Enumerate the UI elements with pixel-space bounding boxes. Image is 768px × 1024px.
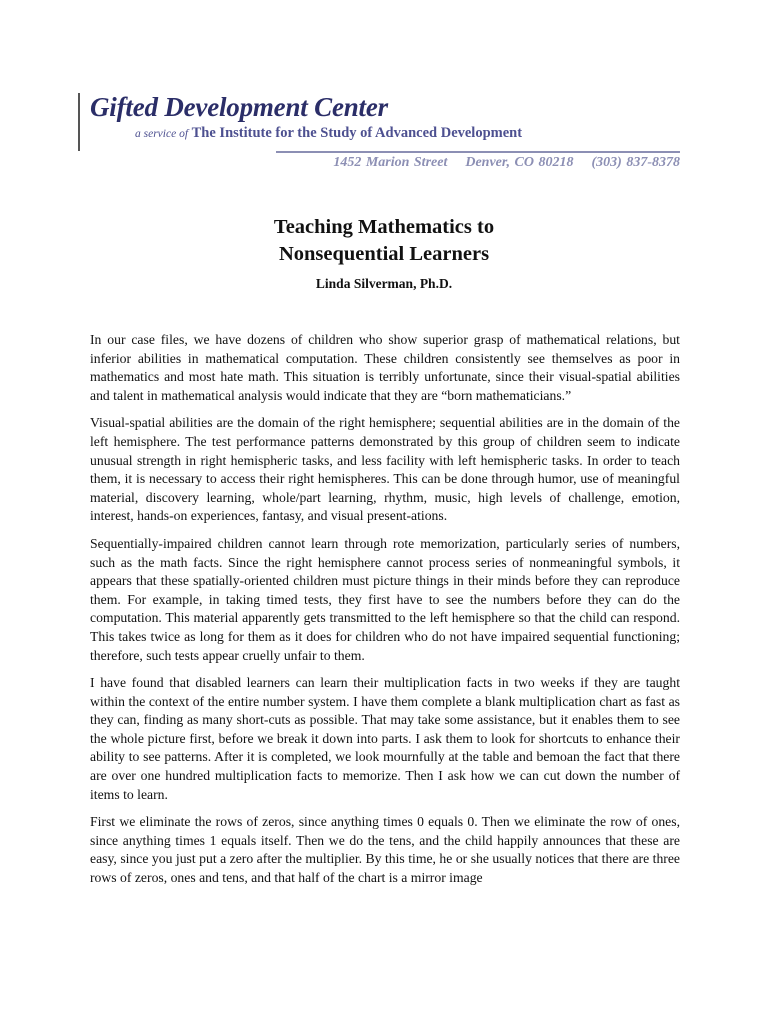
document-title (0, 214, 768, 268)
institute-name: The Institute for the Study of Advanced Development (191, 125, 523, 141)
paragraph: Visual-spatial abilities are the domain of the right hemisphere; sequential abilities are in the domain of the left hemisphere. The test performance patterns demonstrated by this group of children seem to indicate unusual strength in right hemispheric tasks, and less facility with left hemispheric tasks. In order to teach them, it is necessary to access their right hemispheres. This can be done through humor, use of meaningful material, discovery learning, whole/part learning, rhythm, music, high levels of challenge, emotion, interest, hands-on experiences, fantasy, and visual present-ations. (90, 415, 680, 524)
article-body (90, 331, 680, 897)
author-name: Linda Silverman, Ph.D. (315, 276, 453, 291)
title-line-1: Teaching Mathematics to (273, 216, 495, 238)
letterhead-vertical-bar (78, 93, 80, 151)
letterhead-rule (276, 151, 680, 153)
address-line: 1452 Marion Street Denver, CO 80218 (303) 837-8378 (333, 155, 680, 170)
organization-name: Gifted Development Center (90, 92, 388, 122)
paragraph: First we eliminate the rows of zeros, since anything times 0 equals 0. Then we eliminate the row of ones, since anything times 1 equals itself. Then we do the tens, and the child happily announces that these are easy, since you just put a zero after the multiplier. By this time, he or she usually notices that there are three rows of zeros, ones and tens, and that half of the chart is a mirror image (90, 814, 680, 886)
title-line-2: Nonsequential Learners (278, 243, 490, 265)
service-prefix: a service of (135, 128, 189, 140)
paragraph: I have found that disabled learners can learn their multiplication facts in two weeks if they are taught within the context of the entire number system. I have them complete a blank multiplication chart as fast as they can, finding as many short-cuts as possible. That may take some assistance, but it enables them to see the whole picture first, before we break it down into parts. I ask them to look for shortcuts to enhance their ability to see patterns. After it is completed, we look mournfully at the table and bemoan the fact that there are over one hundred multiplication facts to memorize. Then I ask how we can cut down the number of items to learn. (90, 675, 680, 802)
paragraph: In our case files, we have dozens of children who show superior grasp of mathematical relations, but inferior abilities in mathematical computation. These children consistently see themselves as poor in mathematics and most hate math. This situation is terribly unfortunate, since their visual-spatial abilities and talent in mathematical analysis would indicate that they are “born mathematicians.” (90, 332, 680, 403)
service-tagline (135, 125, 522, 142)
paragraph: Sequentially-impaired children cannot learn through rote memorization, particularly series of numbers, such as the math facts. Since the right hemisphere cannot process series of nonmeaningful symbols, it appears that these spatially-oriented children must picture things in their minds before they can reproduce them. For example, in taking timed tests, they first have to see the numbers before they can do the computation. This material apparently gets transmitted to the left hemisphere so that the child can respond. This takes twice as long for them as it does for children who do not have impaired sequential functioning; therefore, such tests appear cruelly unfair to them. (90, 535, 680, 663)
